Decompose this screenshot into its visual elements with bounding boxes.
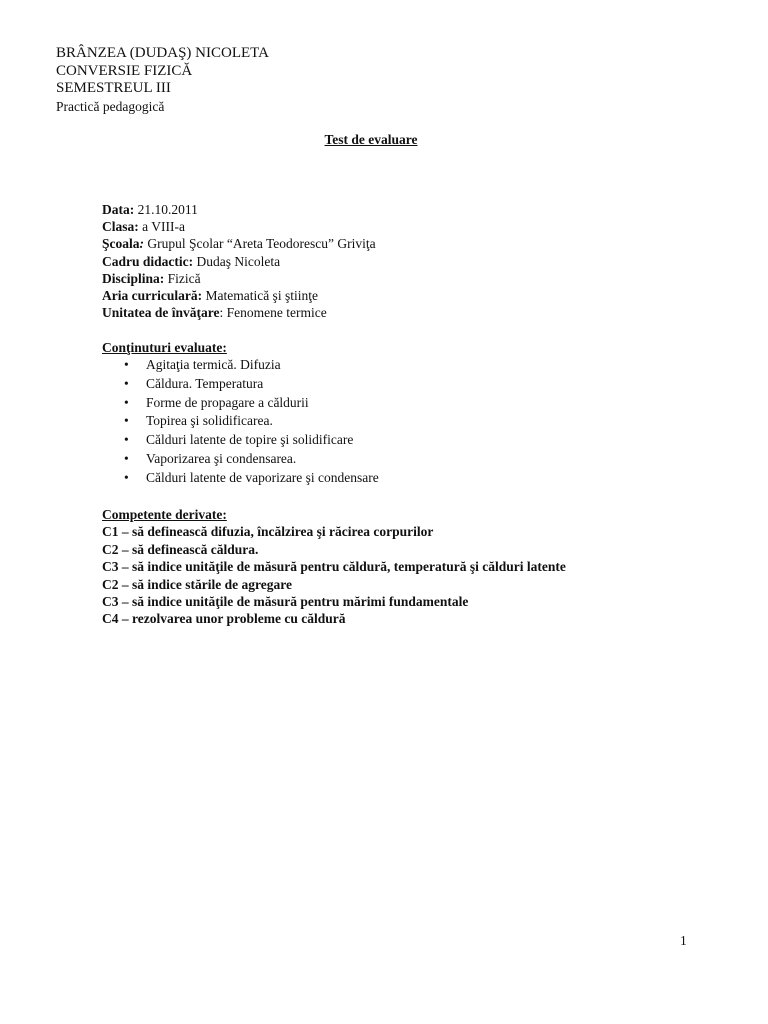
date-label: Data: (102, 202, 135, 217)
discipline-label: Disciplina: (102, 270, 165, 286)
school-label: Şcoala (102, 236, 140, 252)
competences-title: Competente derivate: (102, 507, 227, 522)
date-value: 21.10.2011 (134, 202, 198, 217)
unit-value: : Fenomene termice (219, 305, 327, 321)
bullet-icon: • (124, 450, 129, 466)
list-item (102, 356, 379, 375)
contents-title: Conţinuturi evaluate: (102, 340, 227, 355)
list-item (102, 375, 379, 394)
info-row-school (102, 235, 376, 252)
list-item-text: Căldura. Temperatura (146, 375, 264, 391)
contents-list (102, 356, 379, 488)
list-item-text: Călduri latente de topire şi solidificare (146, 432, 354, 448)
list-item-text: Forme de propagare a căldurii (146, 394, 309, 410)
list-item-text: Călduri latente de vaporizare şi condensare (146, 469, 379, 485)
school-value: Grupul Şcolar “Areta Teodorescu” Griviţa (144, 236, 376, 252)
teacher-value: Dudaş Nicoleta (193, 253, 281, 269)
info-row-unit (102, 304, 376, 321)
unit-label: Unitatea de învăţare (102, 305, 220, 321)
competence-item: C1 – să definească difuzia, încălzirea şi răcirea corpurilor (102, 524, 434, 540)
area-value: Matematică şi ştiinţe (202, 288, 318, 304)
bullet-icon: • (124, 357, 129, 372)
bullet-icon: • (124, 394, 129, 410)
bullet-icon: • (124, 432, 129, 448)
competence-item: C3 – să indice unităţile de măsură pentru căldură, temperatură şi călduri latente (102, 559, 566, 575)
competence-item: C2 – să indice stările de agregare (102, 576, 292, 592)
school-colon: : (139, 236, 145, 252)
teacher-label: Cadru didactic: (102, 253, 194, 269)
contents-section (102, 340, 379, 488)
list-item (102, 469, 379, 488)
info-row-class (102, 218, 376, 235)
list-item (102, 450, 379, 469)
author-name: BRÂNZEA (DUDAŞ) NICOLETA (56, 45, 269, 61)
competence-item: C2 – să definească căldura. (102, 541, 259, 557)
info-row-date (102, 201, 376, 218)
class-label: Clasa: (102, 219, 139, 235)
program-name: CONVERSIE FIZICĂ (56, 62, 193, 79)
discipline-value: Fizică (164, 270, 201, 286)
page-number: 1 (680, 933, 687, 948)
area-label: Aria curriculară: (102, 288, 203, 304)
info-row-area (102, 287, 376, 304)
bullet-icon: • (124, 469, 129, 485)
list-item (102, 394, 379, 413)
competence-item: C4 – rezolvarea unor probleme cu căldură (102, 611, 346, 627)
info-row-teacher (102, 253, 376, 270)
activity-label: Practică pedagogică (56, 98, 165, 114)
competence-item: C3 – să indice unităţile de măsură pentru mărimi fundamentale (102, 594, 469, 610)
list-item (102, 412, 379, 431)
list-item-text: Topirea şi solidificarea. (146, 413, 273, 429)
list-item-text: Agitaţia termică. Difuzia (146, 357, 281, 372)
test-info (102, 201, 376, 321)
list-item (102, 431, 379, 450)
list-item-text: Vaporizarea şi condensarea. (146, 450, 297, 466)
competences-section (102, 506, 566, 628)
class-value: a VIII-a (138, 219, 185, 235)
bullet-icon: • (124, 375, 129, 391)
page-title: Test de evaluare (324, 132, 418, 147)
document-header (56, 45, 269, 115)
info-row-discipline (102, 270, 376, 287)
bullet-icon: • (124, 413, 129, 429)
semester-label: SEMESTREUL III (56, 80, 171, 96)
